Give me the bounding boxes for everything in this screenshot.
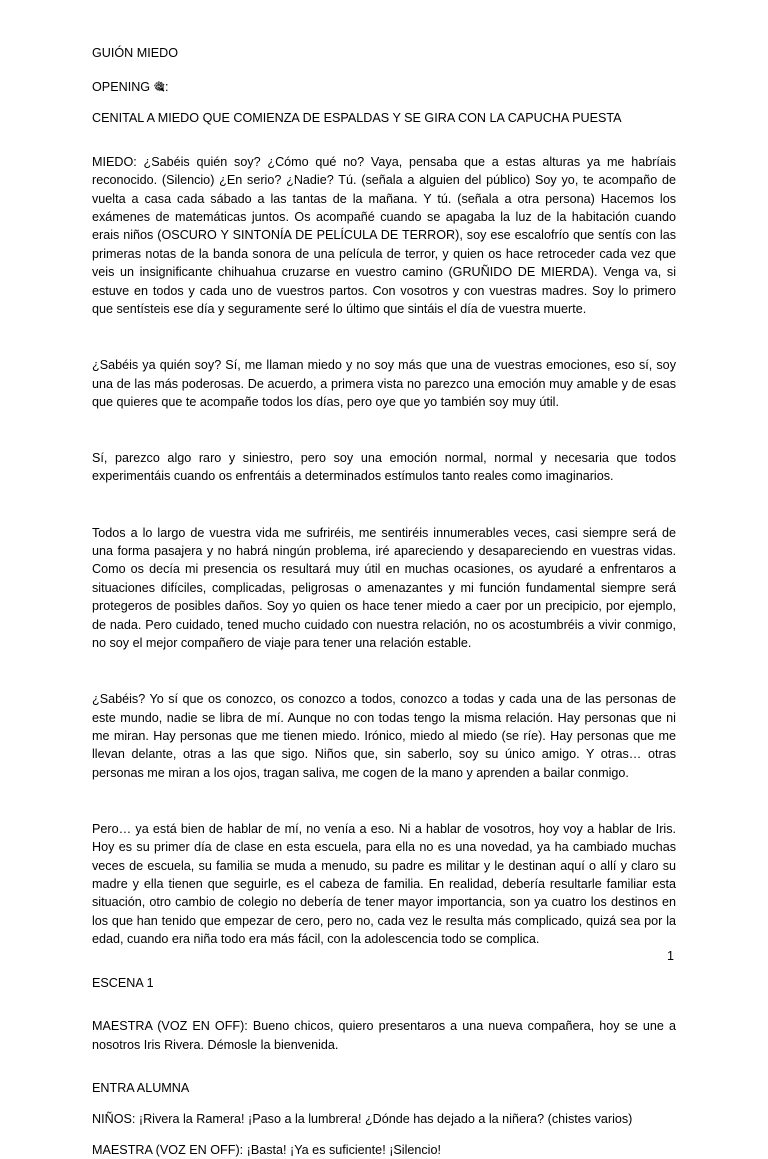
opening-heading: OPENING 🎕:	[92, 80, 169, 95]
paragraph: Sí, parezco algo raro y siniestro, pero soy una emoción normal, normal y necesaria que todos experimentáis cuando os enfrentáis a determinados estímulos tanto reales como imaginarios.	[92, 451, 676, 484]
scene-line: ENTRA ALUMNA	[92, 1081, 190, 1096]
document-body	[92, 44, 676, 1159]
scene-line: MAESTRA (VOZ EN OFF): Bueno chicos, quiero presentaros a una nueva compañera, hoy se une a nosotros Iris Rivera. Démosle la bienvenida.	[92, 1019, 676, 1052]
paragraph: MIEDO: ¿Sabéis quién soy? ¿Cómo qué no? Vaya, pensaba que a estas alturas ya me habríais reconocido. (Silencio) ¿En serio? ¿Nadie? Tú. (señala a alguien del público) Soy yo, te acompaño de vuelta a casa cada sábado a las tantas de la mañana. Y tú. (señala a otra persona) Hacemos los exámenes de matemáticas juntos. Os acompañé cuando se apagaba la luz de la habitación cuando erais niños (OSCURO Y SINTONÍA DE PELÍCULA DE TERROR), soy ese escalofrío que sentís con las primeras notas de la banda sonora de una película de terror, y quien os hace retroceder cada vez que veis un insignificante chihuahua cruzarse en vuestro camino (GRUÑIDO DE MIERDA). Venga va, si estuve en todos y cada uno de vuestros partos. Con vosotros y con vuestras madres. Soy lo primero que sentísteis ese día y seguramente seré lo último que sintáis el día de vuestra muerte.	[92, 154, 676, 317]
scene-line: MAESTRA (VOZ EN OFF): ¡Basta! ¡Ya es suficiente! ¡Silencio!	[92, 1142, 441, 1157]
stage-direction: CENITAL A MIEDO QUE COMIENZA DE ESPALDAS Y SE GIRA CON LA CAPUCHA PUESTA	[92, 111, 622, 126]
scene-heading: ESCENA 1	[92, 975, 154, 990]
paragraph: ¿Sabéis? Yo sí que os conozco, os conozco a todos, conozco a todas y cada una de las personas de este mundo, nadie se libra de mí. Aunque no con todas tengo la misma relación. Hay personas que ni me miran. Hay personas que me tienen miedo. Irónico, miedo al miedo (se ríe). Hay personas que me llevan delante, otras a las que sigo. Niños que, sin saberlo, soy su único amigo. Y otras… otras personas me miran a los ojos, tragan saliva, me cogen de la mano y aprenden a bailar conmigo.	[92, 692, 676, 780]
page-number: 1	[667, 949, 675, 963]
document-title: GUIÓN MIEDO	[92, 46, 179, 60]
scene-line: NIÑOS: ¡Rivera la Ramera! ¡Paso a la lumbrera! ¿Dónde has dejado a la niñera? (chistes varios)	[92, 1112, 633, 1127]
paragraph: Todos a lo largo de vuestra vida me sufriréis, me sentiréis innumerables veces, casi siempre será de una forma pasajera y no habrá ningún problema, iré apareciendo y desapareciendo en vuestras vidas. Como os decía mi presencia os resultará muy útil en muchas ocasiones, os ayudaré a enfrentaros a situaciones difíciles, complicadas, peligrosas o amenazantes y mi función fundamental siempre será protegeros de posibles daños. Soy yo quien os hace tener miedo a caer por un precipicio, por ejemplo, de nada. Pero cuidado, tened mucho cuidado con nuestra relación, no os acostumbréis a vivir conmigo, no soy el mejor compañero de viaje para tener una relación estable.	[92, 525, 676, 650]
paragraph: ¿Sabéis ya quién soy? Sí, me llaman miedo y no soy más que una de vuestras emociones, eso sí, soy una de las más poderosas. De acuerdo, a primera vista no parezco una emoción muy amable y de esas que quieres que te acompañe todos los días, pero oye que yo también soy muy útil.	[92, 358, 676, 409]
paragraph: Pero… ya está bien de hablar de mí, no venía a eso. Ni a hablar de vosotros, hoy voy a hablar de Iris. Hoy es su primer día de clase en esta escuela, para ella no es una novedad, ya ha cambiado muchas veces de escuela, su familia se muda a menudo, su padre es militar y le destinan aquí o allí y claro su madre y ella tienen que seguirle, es el cabeza de familia. En realidad, debería resultarle familiar esta situación, otro cambio de colegio no debería de tener mayor importancia, son ya cuatro los destinos en los que han tenido que empezar de cero, pero no, cada vez le resulta más complicado, quizá sea por la edad, cuando era niña todo era más fácil, con la adolescencia todo se complica.	[92, 821, 676, 947]
